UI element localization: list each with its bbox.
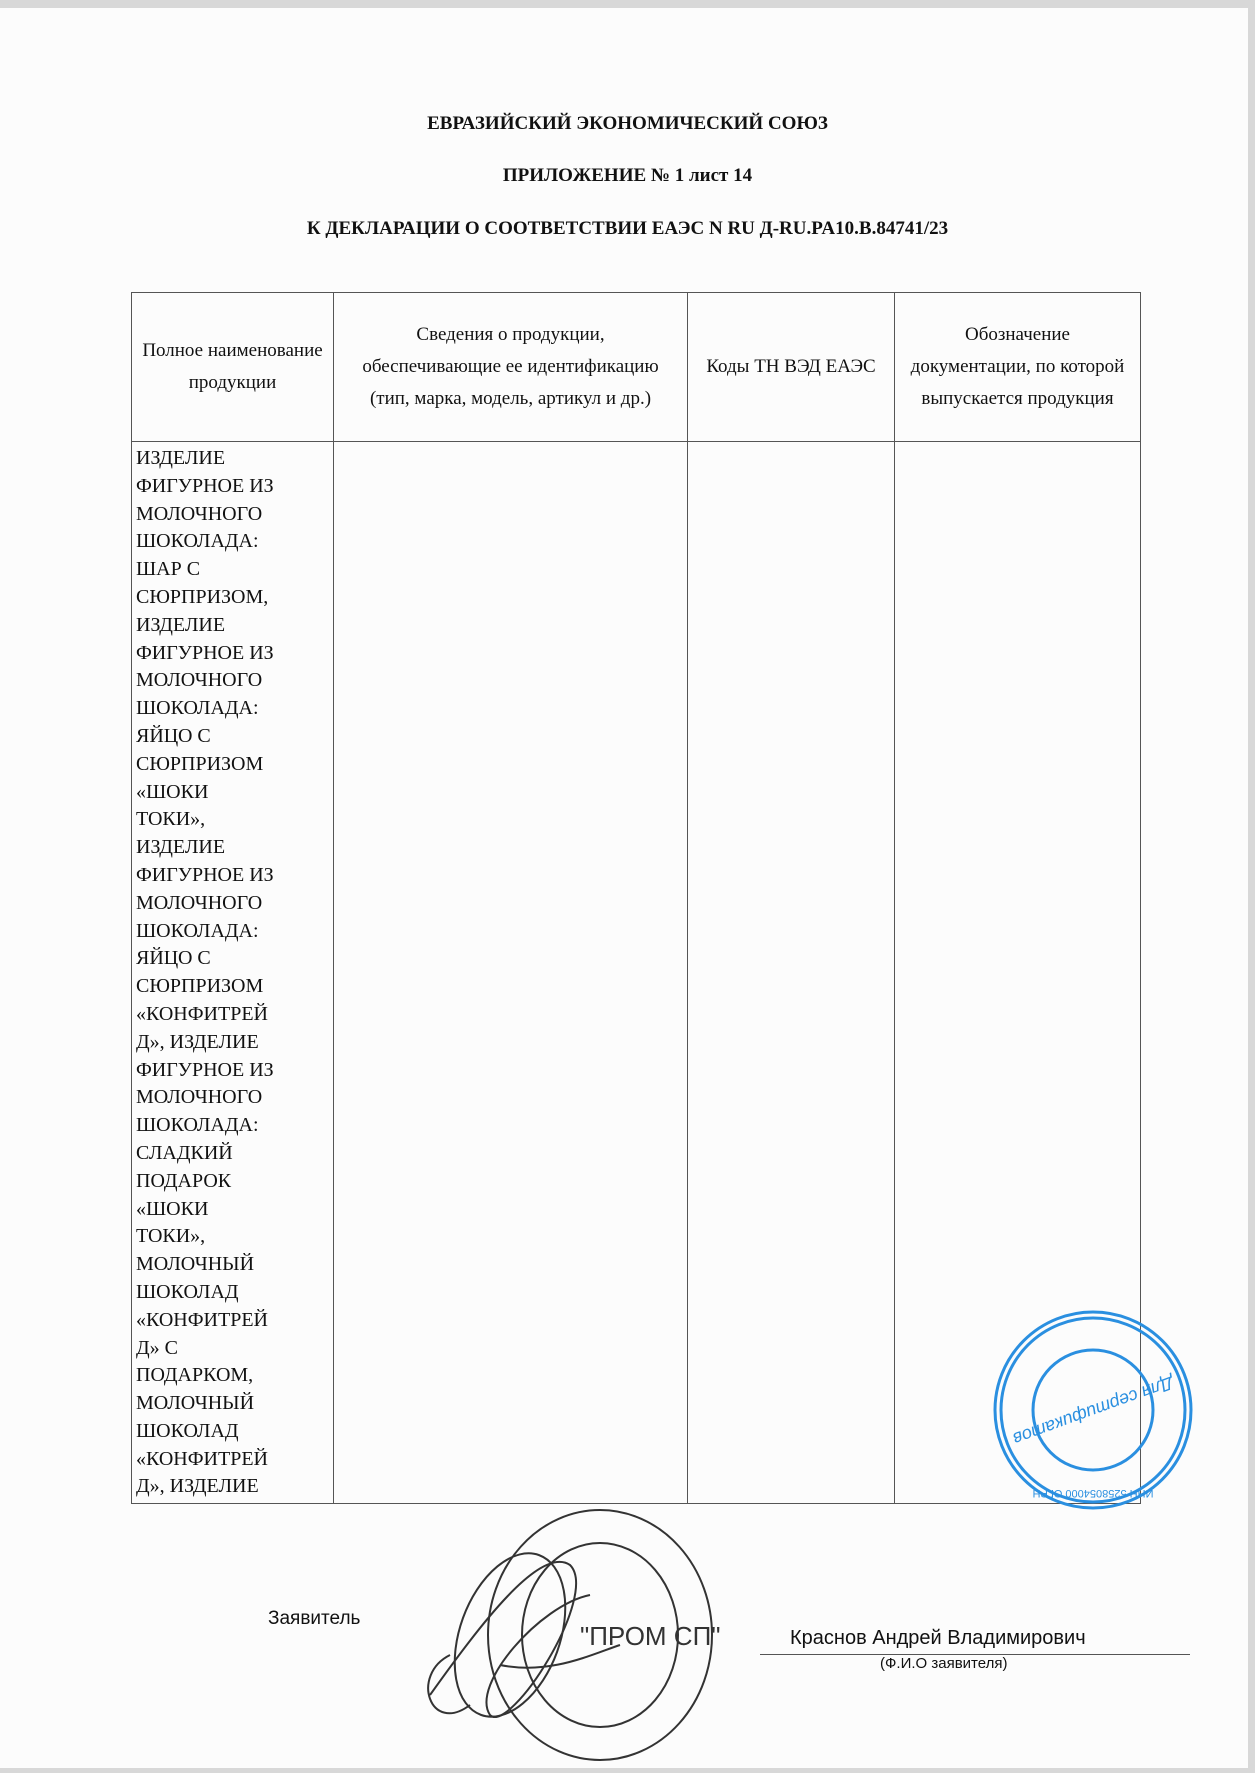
product-name-line: ШОКОЛАДА: [136,697,259,720]
table-header-row [132,293,1141,442]
product-name-line: ФИГУРНОЕ ИЗ [136,1058,274,1081]
company-stamp [390,1505,750,1770]
col-header-codes: Коды ТН ВЭД ЕАЭС [688,293,895,442]
product-name-line: ТОКИ», [136,1225,206,1248]
product-name-line: ПОДАРОК [136,1169,232,1192]
product-name-line: МОЛОЧНЫЙ [136,1253,255,1276]
product-name-line: СЛАДКИЙ [136,1141,233,1164]
col-header-name: Полное наименование продукции [132,293,334,442]
product-name-cell [132,442,334,1504]
blue-stamp [975,1300,1215,1540]
product-name-line: ПОДАРКОМ, [136,1364,254,1387]
product-name-line: МОЛОЧНОГО [136,891,263,914]
product-info-cell [334,442,688,1504]
product-name-line: ФИГУРНОЕ ИЗ [136,641,274,664]
product-name-line: ЯЙЦО С [136,724,211,747]
product-name-line: СЮРПРИЗОМ [136,975,264,998]
product-name-line: ШОКОЛАД [136,1280,239,1303]
product-name-line: ФИГУРНОЕ ИЗ [136,474,274,497]
product-name-line: Д», ИЗДЕЛИЕ [136,1030,259,1053]
product-name-line: ТОКИ», [136,808,206,831]
product-name-line: ЯЙЦО С [136,947,211,970]
product-name-line: «КОНФИТРЕЙ [136,1002,268,1025]
product-name-line: «ШОКИ [136,1197,209,1220]
product-name-line: ИЗДЕЛИЕ [136,447,226,469]
product-name-line: МОЛОЧНОГО [136,502,263,525]
product-name-line: «КОНФИТРЕЙ [136,1447,268,1470]
appendix-title: ПРИЛОЖЕНИЕ № 1 лист 14 [502,165,753,186]
codes-cell [688,442,895,1504]
product-name-line: ИЗДЕЛИЕ [136,613,226,636]
col-header-info: Сведения о продукции, обеспечивающие ее идентификацию (тип, марка, модель, артикул и др.) [334,293,688,442]
product-name-line: МОЛОЧНОГО [136,669,263,692]
product-name-line: «КОНФИТРЕЙ [136,1308,268,1331]
applicant-name: Краснов Андрей Владимирович [790,1627,1086,1649]
product-name-line: ШАР С [136,558,201,581]
product-name-line: СЮРПРИЗОМ, [136,585,269,608]
product-name-line: Д» С [136,1336,178,1359]
declaration-title: К ДЕКЛАРАЦИИ О СООТВЕТСТВИИ ЕАЭС N RU Д-RU.PA10.B.84741/23 [306,218,949,239]
applicant-label: Заявитель [268,1608,361,1629]
product-name-line: ШОКОЛАДА: [136,1114,259,1137]
product-name-line: Д», ИЗДЕЛИЕ [136,1475,259,1498]
product-name-line: МОЛОЧНЫЙ [136,1392,255,1415]
product-name-line: ИЗДЕЛИЕ [136,836,226,859]
product-name-line: СЮРПРИЗОМ [136,752,264,775]
product-name-line: ШОКОЛАДА: [136,919,259,942]
product-name-line: ФИГУРНОЕ ИЗ [136,863,274,886]
svg-text:"ПРОМ СП": "ПРОМ СП" [580,1621,721,1651]
union-title: ЕВРАЗИЙСКИЙ ЭКОНОМИЧЕСКИЙ СОЮЗ [427,113,828,134]
svg-text:Для сертификатов: Для сертификатов [1010,1372,1177,1450]
product-name-line: ШОКОЛАД [136,1419,239,1442]
applicant-caption: (Ф.И.О заявителя) [880,1655,1008,1672]
product-name-line: МОЛОЧНОГО [136,1086,263,1109]
svg-text:ИНН 5258054000 ОГРН: ИНН 5258054000 ОГРН [1032,1487,1154,1499]
product-name-line: «ШОКИ [136,780,209,803]
col-header-docs: Обозначение документации, по которой выпускается продукция [895,293,1141,442]
product-name-line: ШОКОЛАДА: [136,530,259,553]
